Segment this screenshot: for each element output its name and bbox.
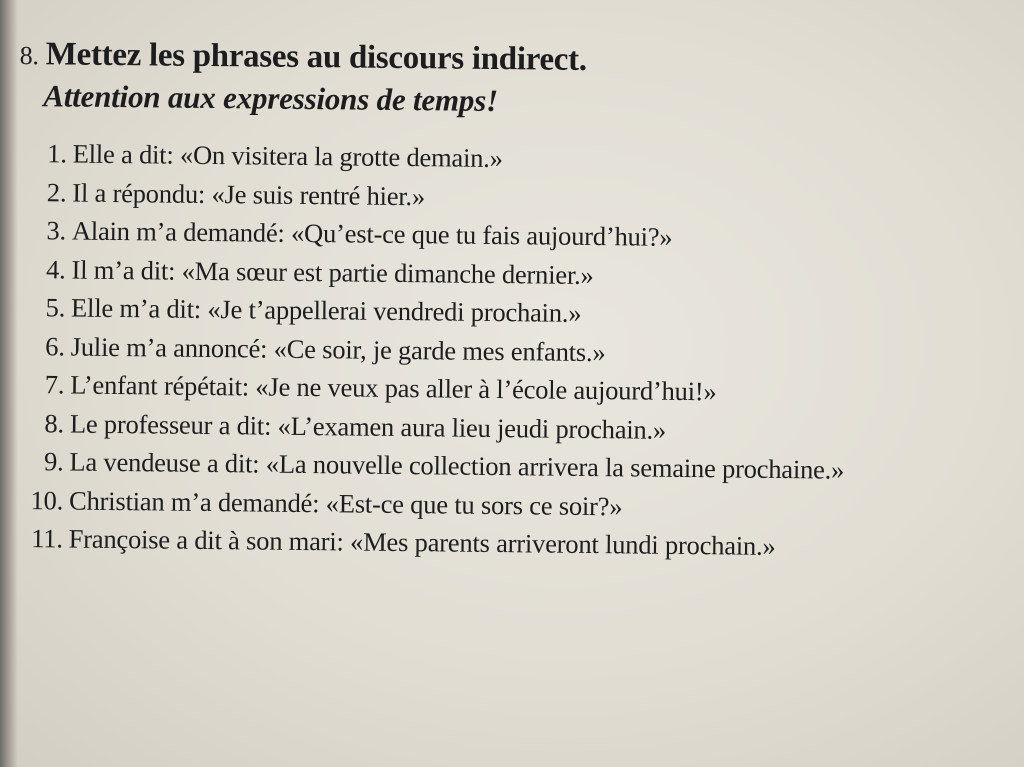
exercise-item-list [14, 138, 1018, 572]
item-text: Elle a dit: «On visitera la grotte demain.» [72, 138, 503, 174]
item-text: Françoise a dit à son mari: «Mes parents arriveront lundi prochain.» [68, 523, 776, 561]
item-number: 8. [44, 407, 65, 438]
item-number: 6. [45, 330, 65, 361]
item-text: L’enfant répétait: «Je ne veux pas aller à l’école aujourd’hui!» [70, 369, 717, 407]
item-text: Il m’a dit: «Ma sœur est partie dimanche dernier.» [71, 254, 594, 290]
page-binding-shadow [0, 0, 18, 767]
item-text: Alain m’a demandé: «Qu’est-ce que tu fais aujourd’hui?» [71, 215, 673, 252]
item-number: 1. [47, 138, 67, 169]
exercise-number: 8. [19, 40, 39, 71]
item-text: La vendeuse a dit: «La nouvelle collection arrivera la semaine prochaine.» [69, 446, 845, 485]
item-number: 10. [30, 484, 64, 515]
exercise-title: Mettez les phrases au discours indirect. [45, 36, 587, 78]
item-text: Le professeur a dit: «L’examen aura lieu jeudi prochain.» [69, 408, 667, 445]
exercise-block [14, 34, 1019, 572]
item-text: Christian m’a demandé: «Est-ce que tu sors ce soir?» [68, 485, 623, 521]
item-number: 11. [31, 523, 63, 554]
item-text: Elle m’a dit: «Je t’appellerai vendredi prochain.» [70, 292, 582, 328]
item-number: 5. [45, 292, 66, 323]
item-number: 3. [46, 215, 67, 246]
item-text: Il a répondu: «Je suis rentré hier.» [72, 177, 426, 211]
exercise-subtitle: Attention aux expressions de temps! [43, 78, 499, 119]
item-number: 2. [46, 176, 67, 207]
item-text: Julie m’a annoncé: «Ce soir, je garde mes enfants.» [70, 331, 606, 367]
item-number: 4. [45, 253, 66, 284]
item-number: 7. [44, 369, 65, 400]
item-number: 9. [43, 446, 64, 477]
